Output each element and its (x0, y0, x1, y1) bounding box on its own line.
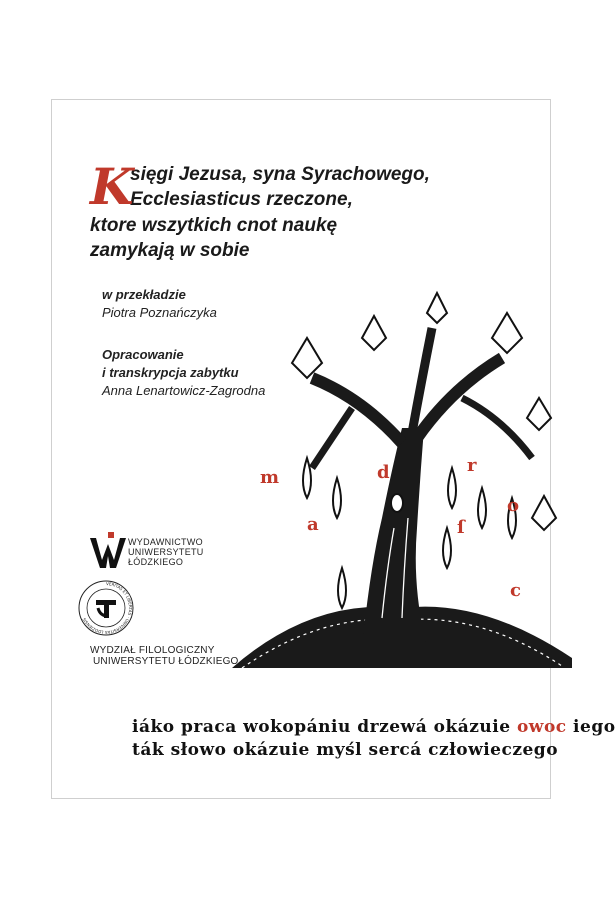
title-line-2: Ecclesiasticus rzeczone, (130, 189, 353, 210)
motto-line-1-b: iego (566, 717, 616, 737)
title-line-3: ktore wszytkich cnot naukę (90, 215, 338, 236)
seal-ring-text: VERITAS ET LIBERTAS · UNIVERSITAS LODZIENSIS (81, 580, 134, 636)
title-line-1: sięgi Jezusa, syna Syrachowego, (130, 164, 430, 185)
tree-letter-c: c (510, 580, 521, 601)
editor-label-1: Opracowanie (102, 347, 184, 362)
tree-letter-a: a (307, 514, 319, 535)
faculty-line-1: WYDZIAŁ FILOLOGICZNY (90, 645, 215, 656)
editor-credit (102, 346, 265, 400)
title-dropcap: K (90, 157, 134, 216)
tree-letter-long-s: ſ (457, 517, 465, 538)
editor-name: Anna Lenartowicz-Zagrodna (102, 383, 266, 398)
translation-credit (102, 286, 217, 322)
book-cover (51, 99, 616, 799)
motto-line-1 (132, 717, 616, 737)
tree-letter-r: r (467, 455, 477, 476)
publisher-name (128, 537, 204, 567)
faculty-line-2: UNIWERSYTETU ŁÓDZKIEGO (93, 656, 239, 667)
university-seal-icon (78, 580, 134, 636)
motto-line-1-a: iáko praca wokopániu drzewá okázuie (132, 717, 517, 737)
tree-letter-o: o (507, 495, 520, 516)
publisher-line-3: ŁÓDZKIEGO (128, 557, 184, 567)
title-line-4: zamykają w sobie (90, 240, 250, 261)
faculty-name (90, 645, 239, 667)
publisher-line-1: WYDAWNICTWO (128, 537, 203, 547)
translation-label: w przekładzie (102, 287, 186, 302)
tree-letter-m: m (260, 467, 280, 488)
publisher-line-2: UNIWERSYTETU (128, 547, 204, 557)
tree-letter-d: d (377, 462, 390, 483)
book-title (90, 157, 490, 263)
editor-label-2: i transkrypcja zabytku (102, 365, 239, 380)
motto-line-2: ták słowo okázuie myśl sercá człowieczego (132, 740, 559, 760)
translator-name: Piotra Poznańczyka (102, 305, 217, 320)
tree-woodcut-illustration (252, 268, 552, 668)
motto-red-word: owoc (516, 717, 567, 737)
